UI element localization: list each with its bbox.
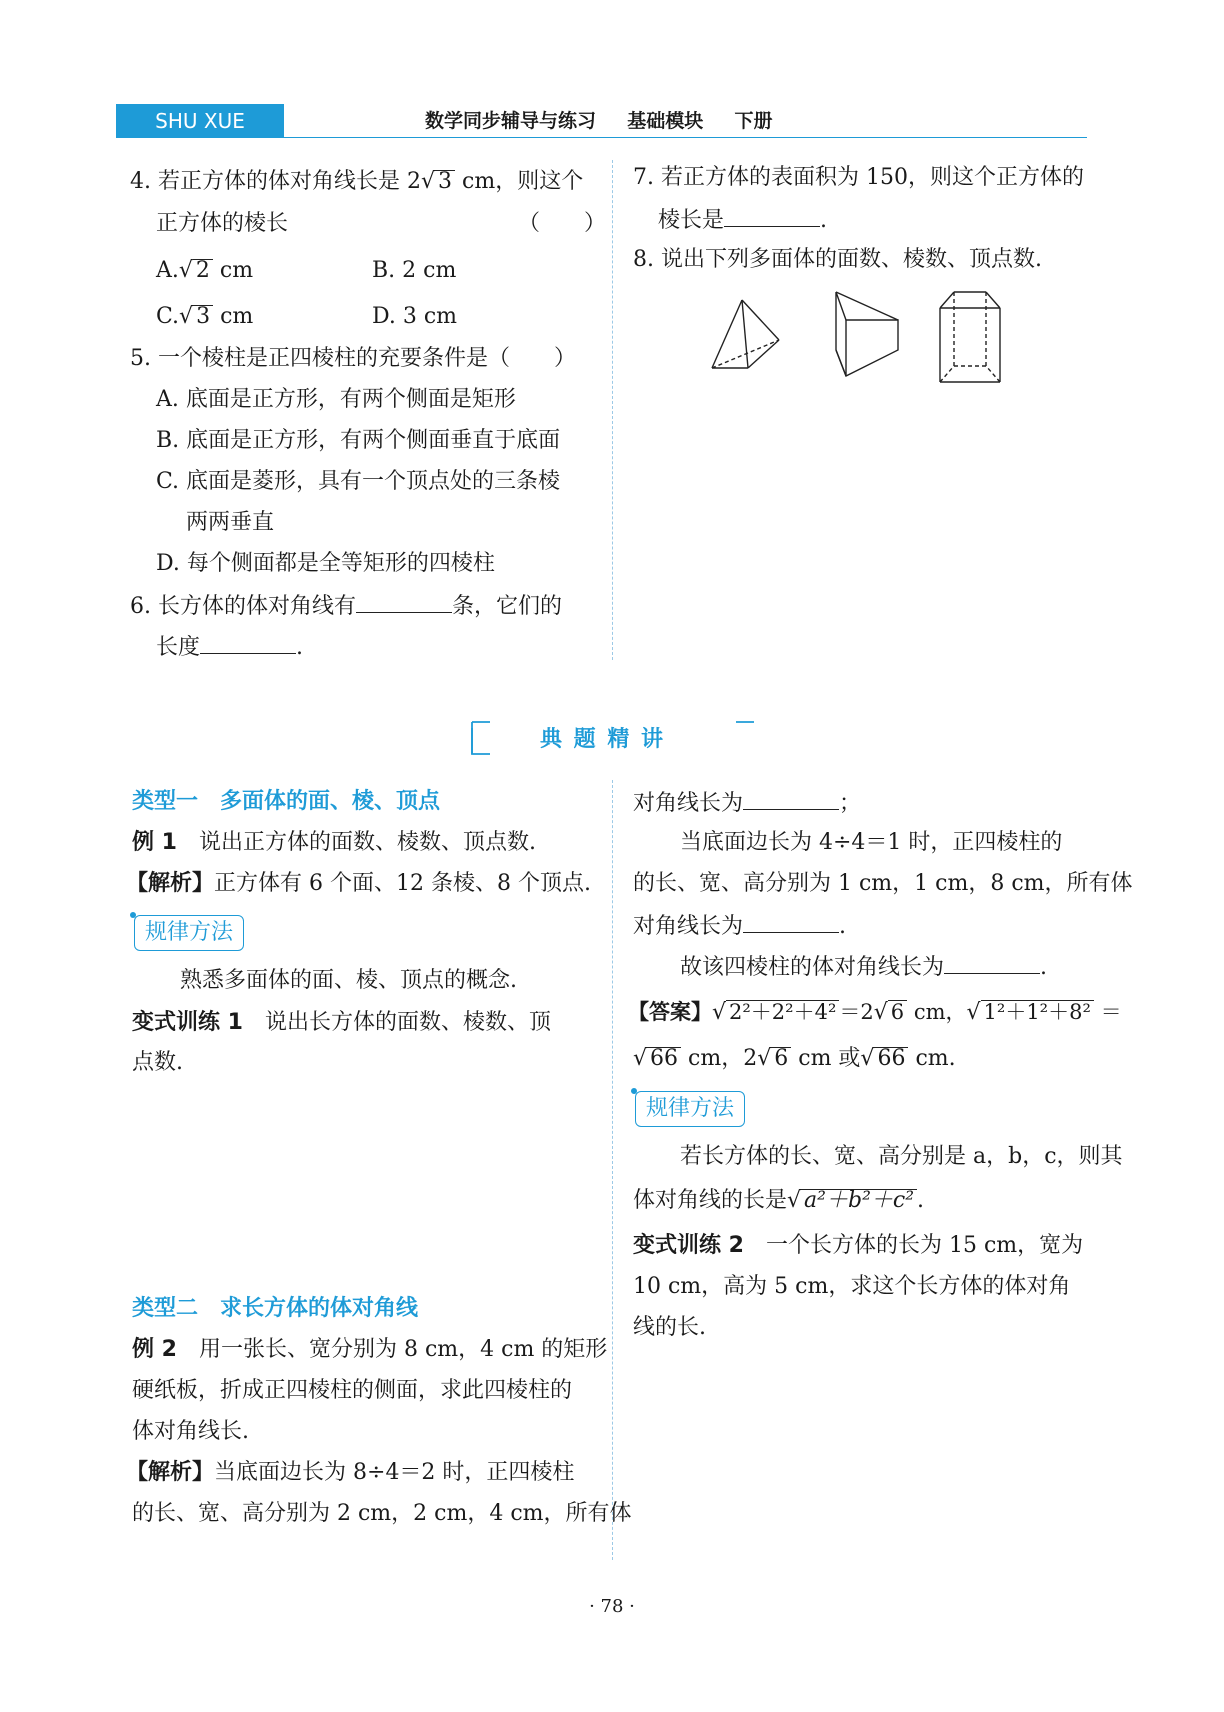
q6-blank-count[interactable] <box>356 590 452 613</box>
column-divider-top <box>612 160 613 660</box>
pyramid-figure <box>712 300 779 368</box>
right-line4: 对角线长为 . <box>633 910 846 942</box>
q4-option-a[interactable]: A.√ 2 cm <box>156 258 254 283</box>
q4-option-c[interactable]: C.√ 3 cm <box>156 304 254 329</box>
q4-answer-paren[interactable]: （ ） <box>518 211 607 236</box>
method1-text: 熟悉多面体的面、棱、顶点的概念. <box>180 968 517 993</box>
method1-tag: 规律方法 <box>134 915 244 951</box>
method2-line2: 体对角线的长是√ a²＋b²＋c² . <box>633 1188 925 1213</box>
answer-line1: 【答案】√ 2²＋2²＋4² ＝2√ 6 cm，√ 1²＋1²＋8² ＝ <box>628 1000 1122 1025</box>
q4-line2: 正方体的棱长 <box>156 211 289 236</box>
q4-line1: 4. 若正方体的体对角线长是 2√ 3 cm，则这个 <box>130 169 584 194</box>
type1-heading: 类型一 多面体的面、棱、顶点 <box>132 789 441 814</box>
section-title: 典 题 精 讲 <box>540 727 665 752</box>
right-blank-1[interactable] <box>743 787 839 810</box>
frustum-figure <box>940 292 1000 382</box>
page-number: · 78 · <box>589 1596 635 1617</box>
solution2-line2: 的长、宽、高分别为 2 cm，2 cm，4 cm，所有体 <box>132 1501 632 1526</box>
q6-line2: 长度 . <box>156 631 303 663</box>
header-title <box>425 106 773 136</box>
solution2-line1: 【解析】当底面边长为 8÷4＝2 时，正四棱柱 <box>126 1460 575 1485</box>
q8-stem: 8. 说出下列多面体的面数、棱数、顶点数. <box>633 247 1042 272</box>
q6-blank-length[interactable] <box>200 631 296 654</box>
example2-line3: 体对角线长. <box>132 1419 249 1444</box>
q7-blank[interactable] <box>724 204 820 227</box>
q5-stem: 5. 一个棱柱是正四棱柱的充要条件是（ ） <box>130 346 576 371</box>
example1: 例 1 说出正方体的面数、棱数、顶点数. <box>132 830 536 855</box>
q5-option-a[interactable]: A. 底面是正方形，有两个侧面是矩形 <box>156 387 516 412</box>
header-rule <box>284 137 1087 138</box>
q5-option-c-line2: 两两垂直 <box>186 510 275 535</box>
right-line1: 对角线长为 ； <box>633 787 861 819</box>
type2-heading: 类型二 求长方体的体对角线 <box>132 1296 419 1321</box>
answer-line2: √ 66 cm，2√ 6 cm 或√ 66 cm. <box>633 1046 956 1071</box>
q7-line2: 棱长是 . <box>658 204 827 236</box>
right-line3: 的长、宽、高分别为 1 cm，1 cm，8 cm，所有体 <box>633 871 1133 896</box>
method2-line1: 若长方体的长、宽、高分别是 a，b，c，则其 <box>680 1144 1123 1169</box>
variant1-line1: 变式训练 1 说出长方体的面数、棱数、顶 <box>132 1010 551 1035</box>
q5-option-c-line1[interactable]: C. 底面是菱形，具有一个顶点处的三条棱 <box>156 469 561 494</box>
variant1-line2: 点数. <box>132 1050 183 1075</box>
polyhedron-figures <box>700 280 1030 390</box>
header-tag: SHU XUE <box>116 104 284 138</box>
right-line2: 当底面边长为 4÷4＝1 时，正四棱柱的 <box>680 830 1063 855</box>
q7-line1: 7. 若正方体的表面积为 150，则这个正方体的 <box>633 165 1084 190</box>
q5-option-b[interactable]: B. 底面是正方形，有两个侧面垂直于底面 <box>156 428 561 453</box>
variant2-line1: 变式训练 2 一个长方体的长为 15 cm，宽为 <box>633 1233 1084 1258</box>
solution1: 【解析】正方体有 6 个面、12 条棱、8 个顶点. <box>126 871 591 896</box>
column-divider-bottom <box>612 780 613 1560</box>
method2-tag: 规律方法 <box>635 1091 745 1127</box>
right-blank-2[interactable] <box>743 910 839 933</box>
q5-option-d[interactable]: D. 每个侧面都是全等矩形的四棱柱 <box>156 551 495 576</box>
example2-line1: 例 2 用一张长、宽分别为 8 cm，4 cm 的矩形 <box>132 1337 608 1362</box>
prism-figure <box>836 292 898 376</box>
module-label: 基础模块 <box>627 110 704 132</box>
variant2-line2: 10 cm，高为 5 cm，求这个长方体的体对角 <box>633 1274 1071 1299</box>
example2-line2: 硬纸板，折成正四棱柱的侧面，求此四棱柱的 <box>132 1378 573 1403</box>
right-line5: 故该四棱柱的体对角线长为 . <box>680 951 1047 983</box>
right-blank-3[interactable] <box>944 951 1040 974</box>
variant2-line3: 线的长. <box>633 1315 706 1340</box>
q4-option-d[interactable]: D. 3 cm <box>372 304 458 329</box>
q6-line1: 6. 长方体的体对角线有 条，它们的 <box>130 590 562 622</box>
q4-option-b[interactable]: B. 2 cm <box>372 258 457 283</box>
book-title: 数学同步辅导与练习 <box>425 110 597 132</box>
volume-label: 下册 <box>734 110 773 132</box>
